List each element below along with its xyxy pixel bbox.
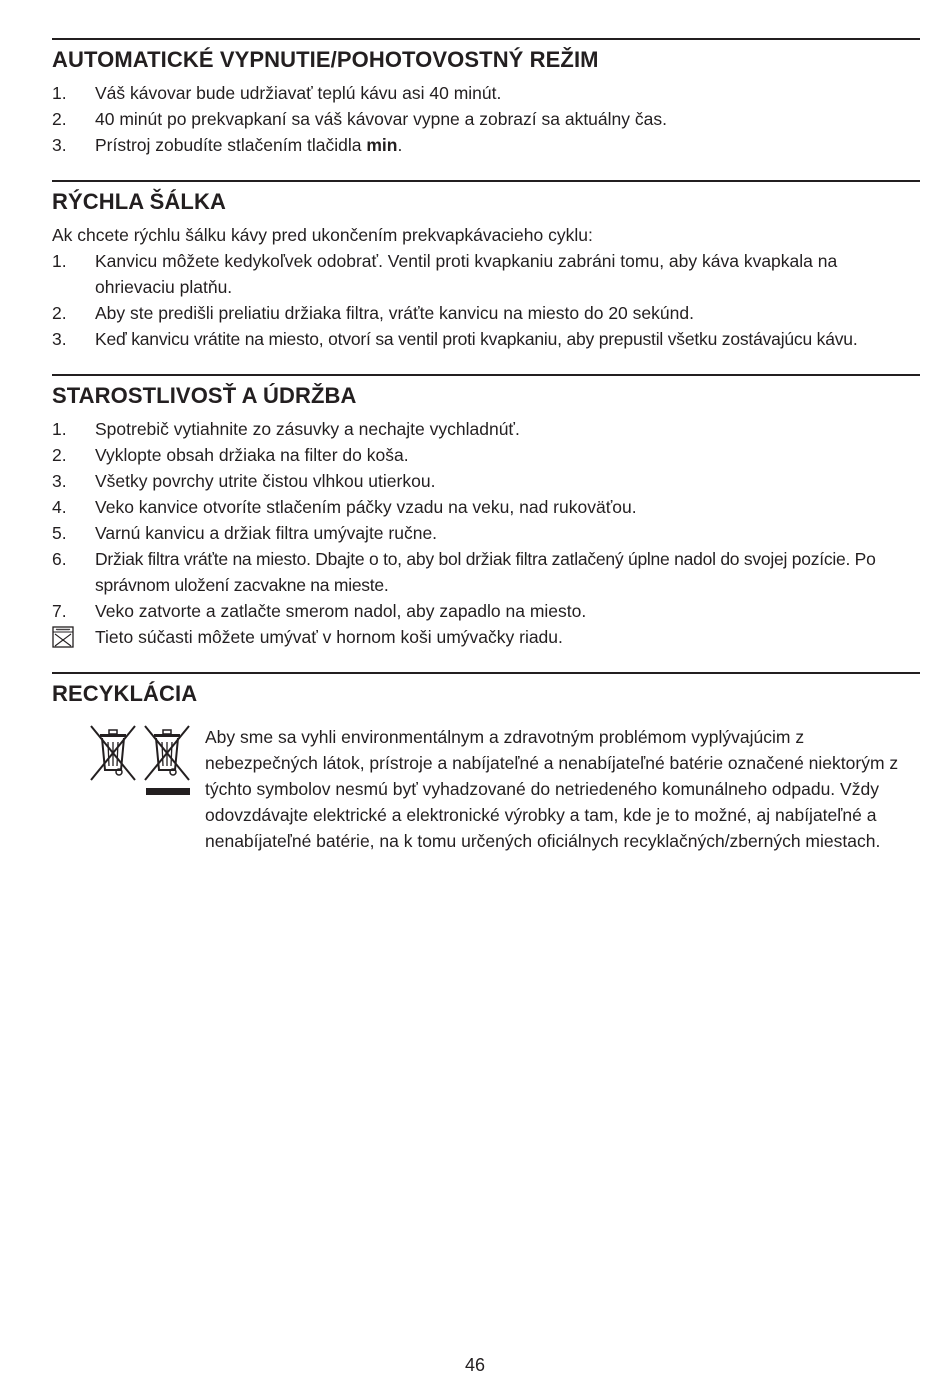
item-text: Všetky povrchy utrite čistou vlhkou utierkou. — [95, 471, 436, 491]
item-text: Tieto súčasti môžete umývať v hornom koši umývačky riadu. — [95, 627, 563, 647]
list-item — [52, 300, 920, 326]
item-text-end: . — [397, 135, 403, 155]
min-button-label: min — [366, 135, 398, 155]
item-number: 3. — [52, 135, 67, 155]
item-text: Veko zatvorte a zatlačte smerom nadol, aby zapadlo na miesto. — [95, 601, 587, 621]
item-text: Keď kanvicu vrátite na miesto, otvorí sa ventil proti kvapkaniu, aby prepustil všetku zostávajúcu kávu. — [95, 329, 858, 349]
item-number: 7. — [52, 601, 67, 621]
crossed-bin-icon — [88, 724, 138, 782]
item-text: Vyklopte obsah držiaka na filter do koša. — [95, 445, 409, 465]
item-text: 40 minút po prekvapkaní sa váš kávovar vypne a zobrazí sa aktuálny čas. — [95, 109, 667, 129]
item-number: 3. — [52, 471, 67, 491]
dishwasher-note — [52, 624, 920, 650]
item-number: 1. — [52, 251, 67, 271]
recycling-text: Aby sme sa vyhli environmentálnym a zdravotným problémom vyplývajúcim z nebezpečných látok, prístroje a nabíjateľné a nenabíjateľné batérie označené niektorým z týchto symbolov nesmú byť vyhadzované do netriedeného komunálneho odpadu. Vždy odovzdávajte elektrické a elektronické výrobky a tam, kde je to možné, aj nabíjateľné a nenabíjateľné batérie, na k tomu určených oficiálnych recyklačných/zberných miestach. — [205, 727, 899, 851]
list-item — [52, 546, 920, 598]
section-title: AUTOMATICKÉ VYPNUTIE/POHOTOVOSTNÝ REŽIM — [52, 47, 599, 72]
item-text: Spotrebič vytiahnite zo zásuvky a nechajte vychladnúť. — [95, 419, 520, 439]
item-text-start: Prístroj zobudíte stlačením tlačidla — [95, 135, 367, 155]
section-title: STAROSTLIVOSŤ A ÚDRŽBA — [52, 383, 357, 408]
item-number: 4. — [52, 497, 67, 517]
item-number: 1. — [52, 83, 67, 103]
section-title: RECYKLÁCIA — [52, 681, 198, 706]
item-number: 5. — [52, 523, 67, 543]
section-title: RÝCHLA ŠÁLKA — [52, 189, 226, 214]
crossed-bin-bar-icon — [142, 724, 192, 798]
list-item — [52, 442, 920, 468]
item-number: 1. — [52, 419, 67, 439]
section-care-maintenance — [52, 374, 920, 650]
item-text: Držiak filtra vráťte na miesto. Dbajte o to, aby bol držiak filtra zatlačený úplne nadol do svojej pozície. Po správnom uložení zacvakne na mieste. — [95, 549, 876, 595]
item-number: 2. — [52, 109, 67, 129]
document-page — [52, 38, 920, 854]
item-text: Váš kávovar bude udržiavať teplú kávu asi 40 minút. — [95, 83, 502, 103]
page-number: 46 — [464, 1355, 486, 1375]
item-text: Aby ste predišli preliatiu držiaka filtra, vráťte kanvicu na miesto do 20 sekúnd. — [95, 303, 694, 323]
item-number: 2. — [52, 303, 67, 323]
section-recycling — [52, 672, 920, 854]
list-item — [52, 106, 920, 132]
item-number: 6. — [52, 549, 67, 569]
item-text: Kanvicu môžete kedykoľvek odobrať. Ventil proti kvapkaniu zabráni tomu, aby káva kvapkala na ohrievaciu platňu. — [95, 251, 838, 297]
numbered-list — [52, 222, 920, 352]
list-item — [52, 520, 920, 546]
item-text: Varnú kanvicu a držiak filtra umývajte ručne. — [95, 523, 438, 543]
numbered-list — [52, 416, 920, 650]
section-quick-cup — [52, 180, 920, 352]
list-item — [52, 494, 920, 520]
list-item — [52, 326, 920, 352]
recycling-icons — [52, 724, 205, 804]
list-item — [52, 80, 920, 106]
item-number: 3. — [52, 329, 67, 349]
dishwasher-icon — [52, 624, 95, 650]
item-text — [95, 132, 920, 158]
list-item — [52, 416, 920, 442]
list-item — [52, 132, 920, 158]
item-number: 2. — [52, 445, 67, 465]
numbered-list — [52, 80, 920, 158]
recycling-block — [52, 724, 920, 854]
list-item — [52, 468, 920, 494]
list-item — [52, 248, 920, 300]
section-intro: Ak chcete rýchlu šálku kávy pred ukončením prekvapkávacieho cyklu: — [52, 225, 593, 245]
section-auto-off — [52, 38, 920, 158]
list-item — [52, 598, 920, 624]
item-text: Veko kanvice otvoríte stlačením páčky vzadu na veku, nad rukoväťou. — [95, 497, 637, 517]
